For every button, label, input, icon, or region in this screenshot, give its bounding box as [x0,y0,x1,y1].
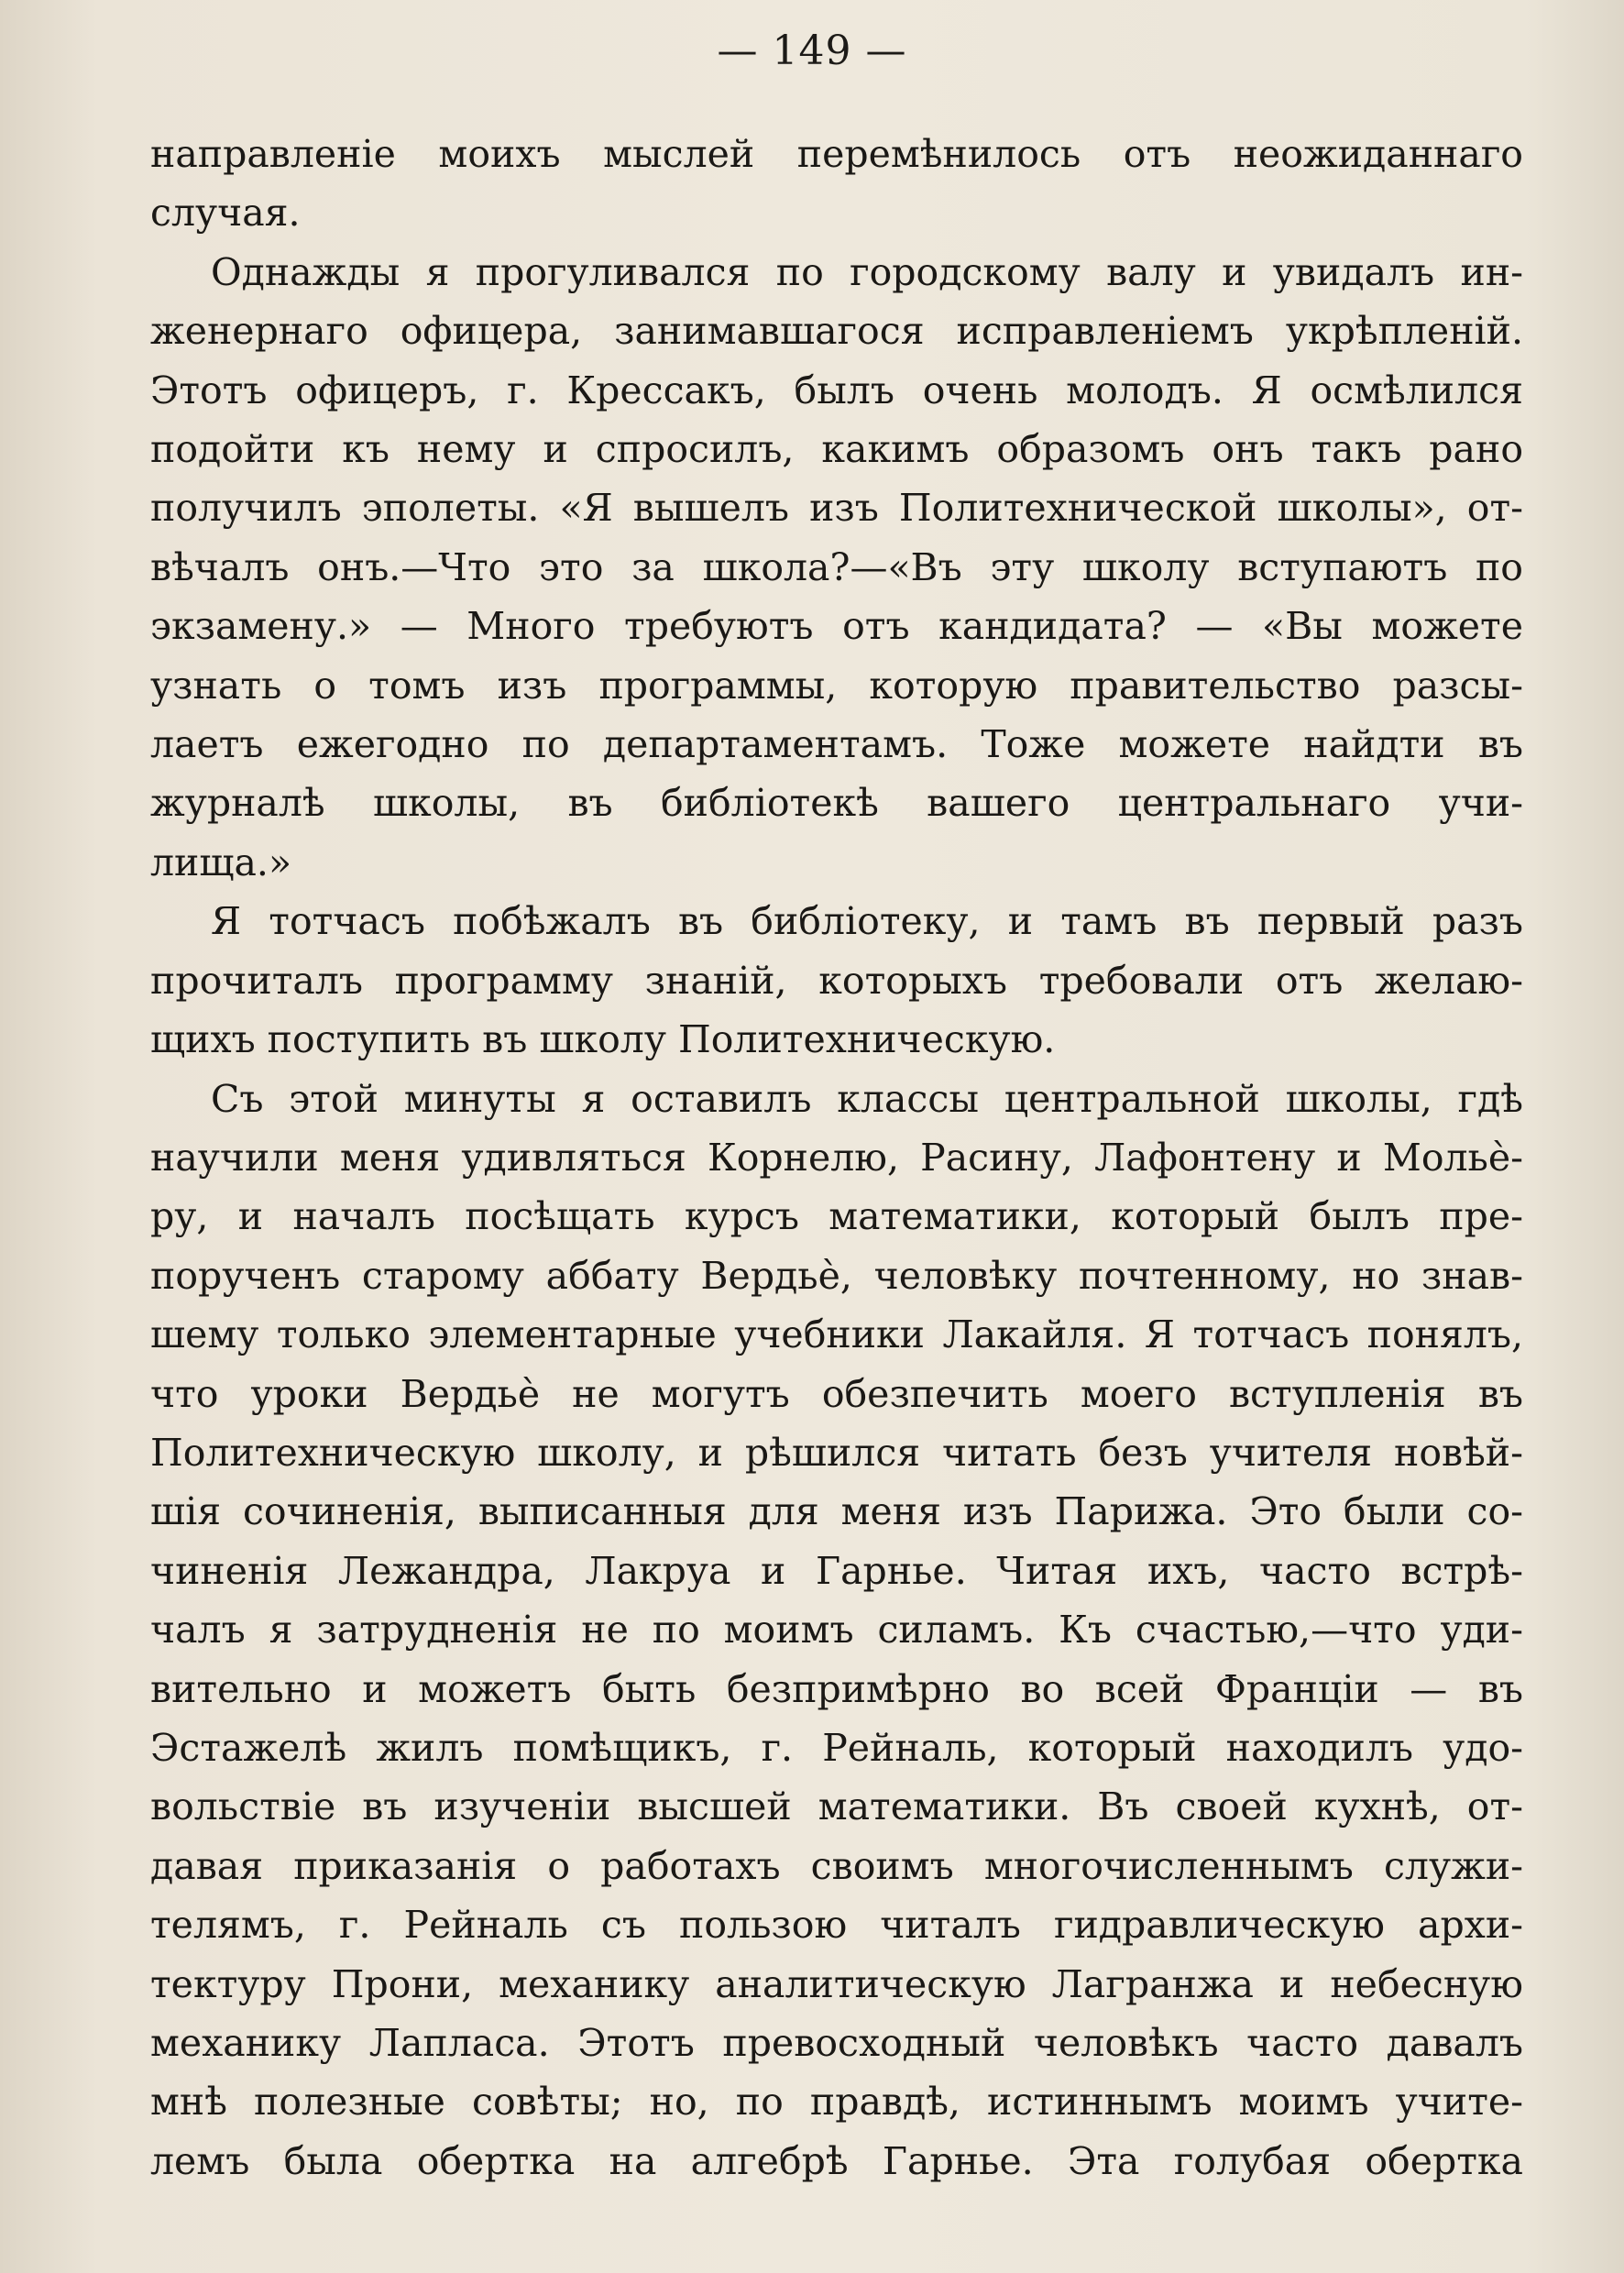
text-line: случая. [150,191,301,236]
text-line: шему только элементарные учебники Лакайля. Я тотчасъ понялъ, [150,1312,1523,1357]
text-line: давая приказанія о работахъ своимъ многочисленнымъ служи- [150,1843,1523,1888]
text-line: Этотъ офицеръ, г. Крессакъ, былъ очень молодъ. Я осмѣлился [150,368,1523,412]
text-line: Я тотчасъ побѣжалъ въ библіотеку, и тамъ въ первый разъ [211,899,1523,944]
text-line: журналѣ школы, въ библіотекѣ вашего центральнаго учи- [150,781,1523,826]
text-line: вѣчалъ онъ.—Что это за школа?—«Въ эту школу вступаютъ по [150,544,1523,589]
text-line: Политехническую школу, и рѣшился читать безъ учителя новѣй- [150,1430,1523,1475]
text-line: узнать о томъ изъ программы, которую правительство разсы- [150,663,1523,708]
text-line: чиненія Лежандра, Лакруа и Гарнье. Читая ихъ, часто встрѣ- [150,1548,1523,1593]
text-line: чалъ я затрудненія не по моимъ силамъ. Къ счастью,—что уди- [150,1608,1523,1653]
text-line: лища.» [150,840,292,884]
text-line: порученъ старому аббату Вердьѐ, человѣку почтенному, но знав- [150,1253,1523,1298]
text-line: научили меня удивляться Корнелю, Расину, Лафонтену и Мольѐ- [150,1135,1523,1180]
text-line: щихъ поступить въ школу Политехническую. [150,1017,1056,1062]
text-line: Эстажелѣ жилъ помѣщикъ, г. Рейналь, который находилъ удо- [150,1725,1523,1770]
page-number: — 149 — [717,27,907,74]
text-line: получилъ эполеты. «Я вышелъ изъ Политехнической школы», от- [150,486,1523,531]
text-line: женернаго офицера, занимавшагося исправленіемъ укрѣпленій. [150,309,1523,354]
text-line: подойти къ нему и спросилъ, какимъ образомъ онъ такъ рано [150,427,1523,472]
text-line: вольствіе въ изученіи высшей математики. Въ своей кухнѣ, от- [150,1784,1523,1829]
text-line: тектуру Прони, механику аналитическую Лагранжа и небесную [150,1961,1523,2006]
text-line: что уроки Вердьѐ не могутъ обезпечить моего вступленія въ [150,1371,1523,1416]
text-line: мнѣ полезные совѣты; но, по правдѣ, истиннымъ моимъ учите- [150,2080,1523,2125]
page-text [150,125,1523,2191]
text-line: вительно и можетъ быть безпримѣрно во всей Франціи — въ [150,1666,1523,1711]
text-line: лемъ была обертка на алгебрѣ Гарнье. Эта голубая обертка [150,2138,1523,2183]
text-line: шія сочиненія, выписанныя для меня изъ Парижа. Это были со- [150,1489,1523,1534]
text-line: направленіе моихъ мыслей перемѣнилось отъ неожиданнаго [150,132,1523,176]
text-line: телямъ, г. Рейналь съ пользою читалъ гидравлическую архи- [150,1903,1523,1948]
text-line: прочиталъ программу знаній, которыхъ требовали отъ желаю- [150,958,1523,1003]
text-line: Съ этой минуты я оставилъ классы центральной школы, гдѣ [211,1076,1523,1121]
text-line: механику Лапласа. Этотъ превосходный человѣкъ часто давалъ [150,2021,1523,2065]
text-line: лаетъ ежегодно по департаментамъ. Тоже можете найдти въ [150,722,1523,767]
text-line: Однажды я прогуливался по городскому валу и увидалъ ин- [211,249,1523,294]
text-line: ру, и началъ посѣщать курсъ математики, который былъ пре- [150,1194,1523,1239]
text-line: экзамену.» — Много требуютъ отъ кандидата? — «Вы можете [150,604,1523,649]
